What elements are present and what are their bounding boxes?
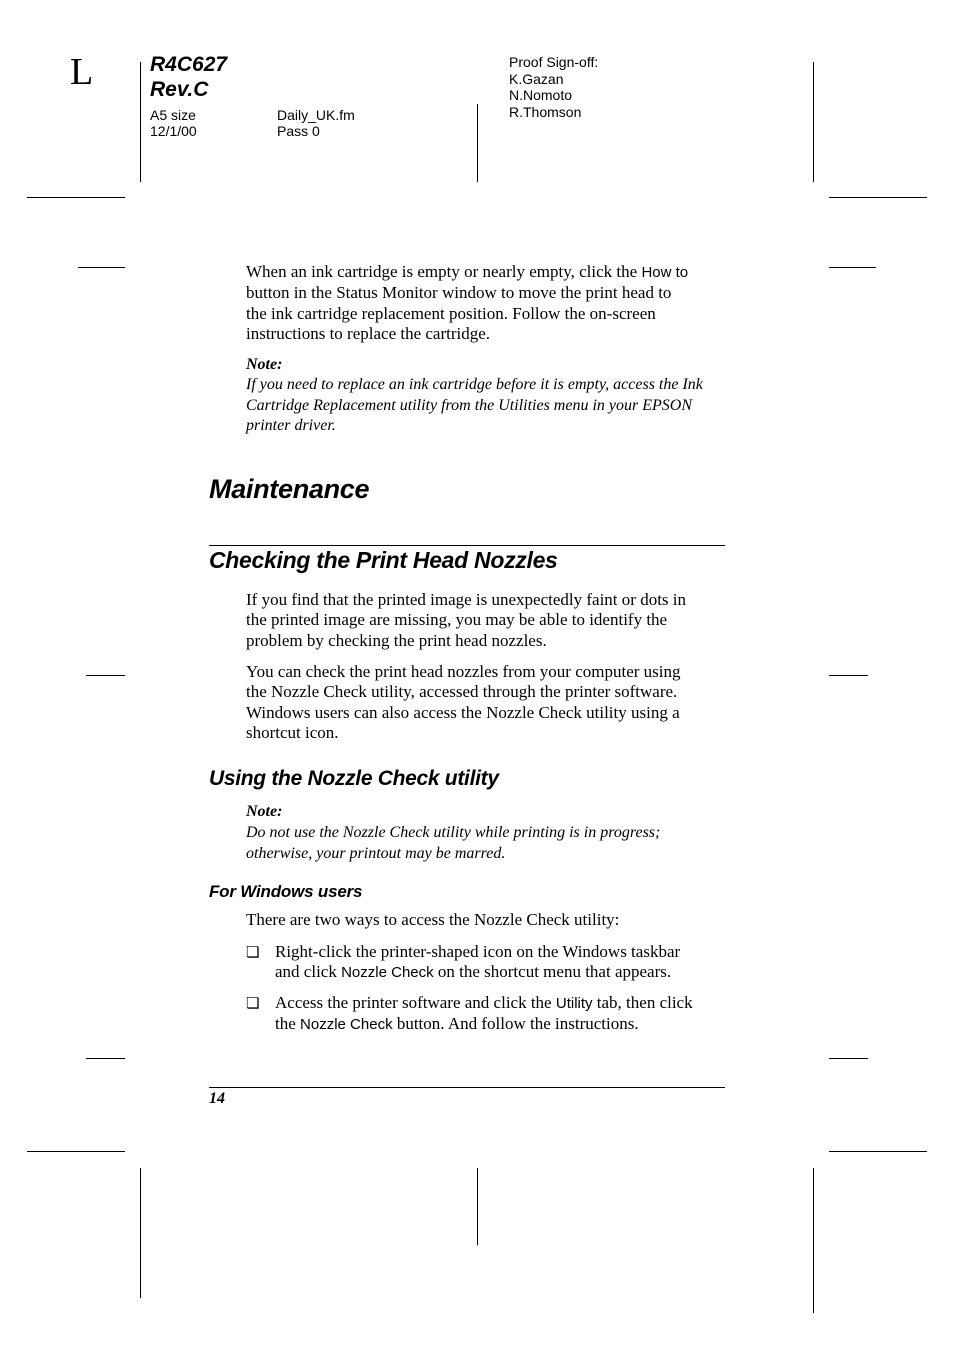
crop-mark <box>477 104 478 182</box>
intro-paragraph: When an ink cartridge is empty or nearly empty, click the How to button in the Status Monitor window to move the print head to the ink cartridge replacement position. Follow the on-screen instructions to replace the cartridge. <box>246 262 689 343</box>
crop-mark <box>86 675 125 676</box>
ui-label-nozzle-check: Nozzle Check <box>341 964 434 982</box>
windows-heading: For Windows users <box>209 882 363 901</box>
crop-mark <box>140 1168 141 1298</box>
crop-mark <box>86 1058 125 1059</box>
subsubsection-heading: Using the Nozzle Check utility <box>209 767 499 790</box>
checkbox-bullet-icon: ❏ <box>246 994 260 1012</box>
side-letter: L <box>70 51 94 93</box>
crop-mark <box>829 1058 868 1059</box>
proof-line: N.Nomoto <box>509 87 573 103</box>
crop-mark <box>140 62 141 182</box>
note-label: Note: <box>246 803 283 820</box>
doc-revision: Rev.C <box>150 78 209 101</box>
crop-mark <box>27 1151 125 1152</box>
proof-signoff <box>509 54 598 120</box>
checkbox-bullet-icon: ❏ <box>246 943 260 961</box>
doc-code <box>150 52 227 102</box>
subsection-heading: Checking the Print Head Nozzles <box>209 547 558 573</box>
ui-label-nozzle-check: Nozzle Check <box>300 1016 393 1034</box>
ui-label-utility: Utility <box>555 995 593 1012</box>
crop-mark <box>829 675 868 676</box>
note-label: Note: <box>246 356 283 373</box>
doc-code-line: R4C627 <box>150 53 228 76</box>
list-item: Access the printer software and click the Utility tab, then click the Nozzle Check button. And follow the instructions. <box>275 993 693 1034</box>
crop-mark <box>27 197 125 198</box>
crop-mark <box>813 62 814 182</box>
page-number: 14 <box>209 1090 225 1107</box>
list-item: Right-click the printer-shaped icon on the Windows taskbar and click Nozzle Check on the shortcut menu that appears. <box>275 942 681 982</box>
note-text: Do not use the Nozzle Check utility while printing is in progress; otherwise, your printout may be marred. <box>246 824 661 862</box>
ui-label-how-to: How to <box>641 264 689 281</box>
crop-mark <box>829 267 876 268</box>
proof-line: K.Gazan <box>509 70 564 87</box>
crop-mark <box>829 197 927 198</box>
proof-line: R.Thomson <box>509 103 582 120</box>
note-text: If you need to replace an ink cartridge before it is empty, access the Ink Cartridge Replacement utility from the Utilities menu in your EPSON printer driver. <box>246 376 703 434</box>
nozzles-paragraph-2: You can check the print head nozzles from your computer using the Nozzle Check utility, accessed through the printer software. Windows users can also access the Nozzle Check utility using a shortcut icon. <box>246 662 681 742</box>
page-size: A5 size <box>150 107 196 123</box>
crop-mark <box>78 267 125 268</box>
crop-mark <box>829 1151 927 1152</box>
crop-mark <box>813 1168 814 1313</box>
nozzles-paragraph-1: If you find that the printed image is unexpectedly faint or dots in the printed image are missing, you may be able to identify the problem by checking the print head nozzles. <box>246 590 686 650</box>
windows-intro: There are two ways to access the Nozzle Check utility: <box>246 910 620 929</box>
file-name: Daily_UK.fm <box>277 107 355 123</box>
section-heading: Maintenance <box>209 474 370 504</box>
crop-mark <box>477 1168 478 1245</box>
doc-date: 12/1/00 <box>150 123 197 139</box>
footer-rule <box>209 1087 725 1088</box>
proof-line: Proof Sign-off: <box>509 54 599 70</box>
pass-number: Pass 0 <box>277 123 320 139</box>
